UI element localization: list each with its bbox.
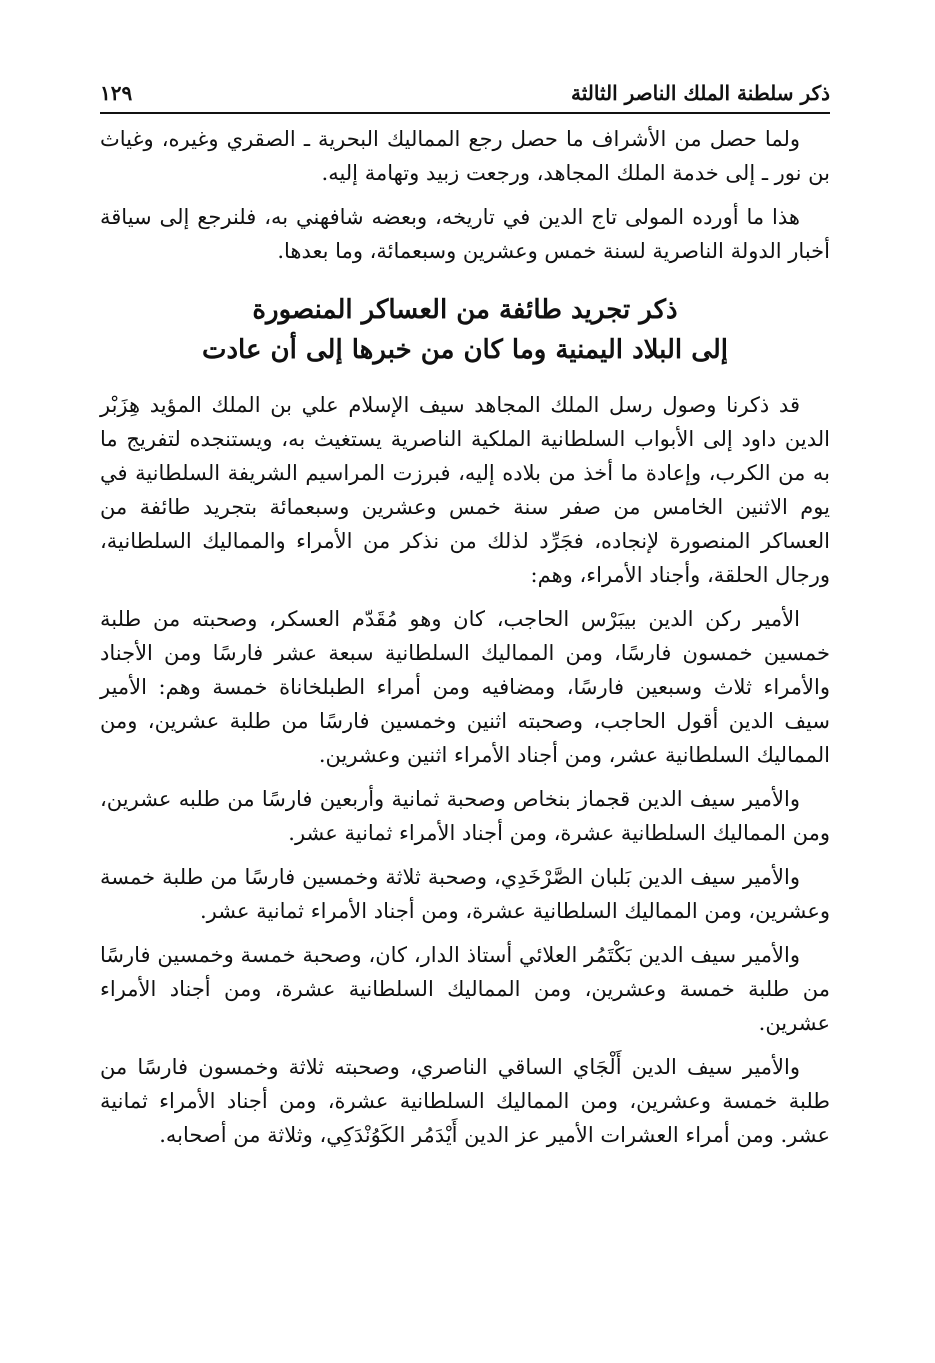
- paragraph: الأمير ركن الدين بيبَرْس الحاجب، كان وهو مُقَدّم العسكر، وصحبته من طلبة خمسين خمسون فارسًا، ومن المماليك السلطانية سبعة عشر فارسًا ومن الأجناد والأمراء ثلاث وسبعين فارسًا، ومضافيه ومن أمراء الطبلخاناة خمسة وهم: الأمير سيف الدين أقول الحاجب، وصحبته اثنين وخمسين فارسًا من طلبة عشرين، ومن المماليك السلطانية عشر، ومن أجناد الأمراء اثنين وعشرين.: [100, 607, 830, 767]
- paragraph: قد ذكرنا وصول رسل الملك المجاهد سيف الإسلام علي بن الملك المؤيد هِزَبْر الدين داود إلى الأبواب السلطانية الملكية الناصرية يستغيث به، ويستنجده لتفريج ما به من الكرب، وإعادة ما أخذ من بلاده إليه، فبرزت المراسيم الشريفة السلطانية في يوم الاثنين الخامس من صفر سنة خمس وعشرين وسبعمائة بتجريد طائفة من العساكر المنصورة لإنجاده، فجَرِّد لذلك من نذكر من الأمراء والمماليك السلطانية، ورجال الحلقة، وأجناد الأمراء، وهم:: [100, 393, 830, 587]
- paragraph: والأمير سيف الدين أَلْجَاي الساقي الناصري، وصحبته ثلاثة وخمسون فارسًا من طلبة خمسة وعشرين، ومن المماليك السلطانية عشرة، ومن أجناد الأمراء ثمانية عشر. ومن أمراء العشرات الأمير عز الدين أَيْدَمُر الكَوُنْدَكِي، وثلاثة من أصحابه.: [100, 1055, 830, 1147]
- running-title: ذكر سلطنة الملك الناصر الثالثة: [571, 81, 830, 105]
- paragraph: والأمير سيف الدين بَكْتَمُر العلائي أستاذ الدار، كان، وصحبة خمسة وخمسين فارسًا من طلبة خمسة وعشرين، ومن المماليك السلطانية عشرة، ومن أجناد الأمراء عشرين.: [100, 943, 830, 1035]
- book-page: [100, 78, 830, 1162]
- paragraph: والأمير سيف الدين قجماز بنخاص وصحبة ثمانية وأربعين فارسًا من طلبه عشرين، ومن المماليك السلطانية عشرة، ومن أجناد الأمراء ثمانية عشر.: [100, 787, 830, 845]
- paragraph: والأمير سيف الدين بَلبان الصَّرْخَدِي، وصحبة ثلاثة وخمسين فارسًا من طلبة خمسة وعشرين، ومن المماليك السلطانية عشرة، ومن أجناد الأمراء ثمانية عشر.: [100, 865, 830, 923]
- section-title-line: إلى البلاد اليمنية وما كان من خبرها إلى أن عادت: [201, 335, 729, 365]
- header-rule: [100, 112, 830, 114]
- paragraph: ولما حصل من الأشراف ما حصل رجع المماليك البحرية ـ الصقري وغيره، وغياث بن نور ـ إلى خدمة الملك المجاهد، ورجعت زبيد وتهامة إليه.: [100, 127, 830, 185]
- page-number: ١٢٩: [100, 81, 133, 105]
- running-header: [100, 78, 830, 108]
- section-title: [100, 290, 830, 370]
- paragraph: هذا ما أورده المولى تاج الدين في تاريخه، وبعضه شافهني به، فلنرجع إلى سياقة أخبار الدولة الناصرية لسنة خمس وعشرين وسبعمائة، وما بعدها.: [100, 205, 830, 263]
- section-title-line: ذكر تجريد طائفة من العساكر المنصورة: [252, 295, 678, 325]
